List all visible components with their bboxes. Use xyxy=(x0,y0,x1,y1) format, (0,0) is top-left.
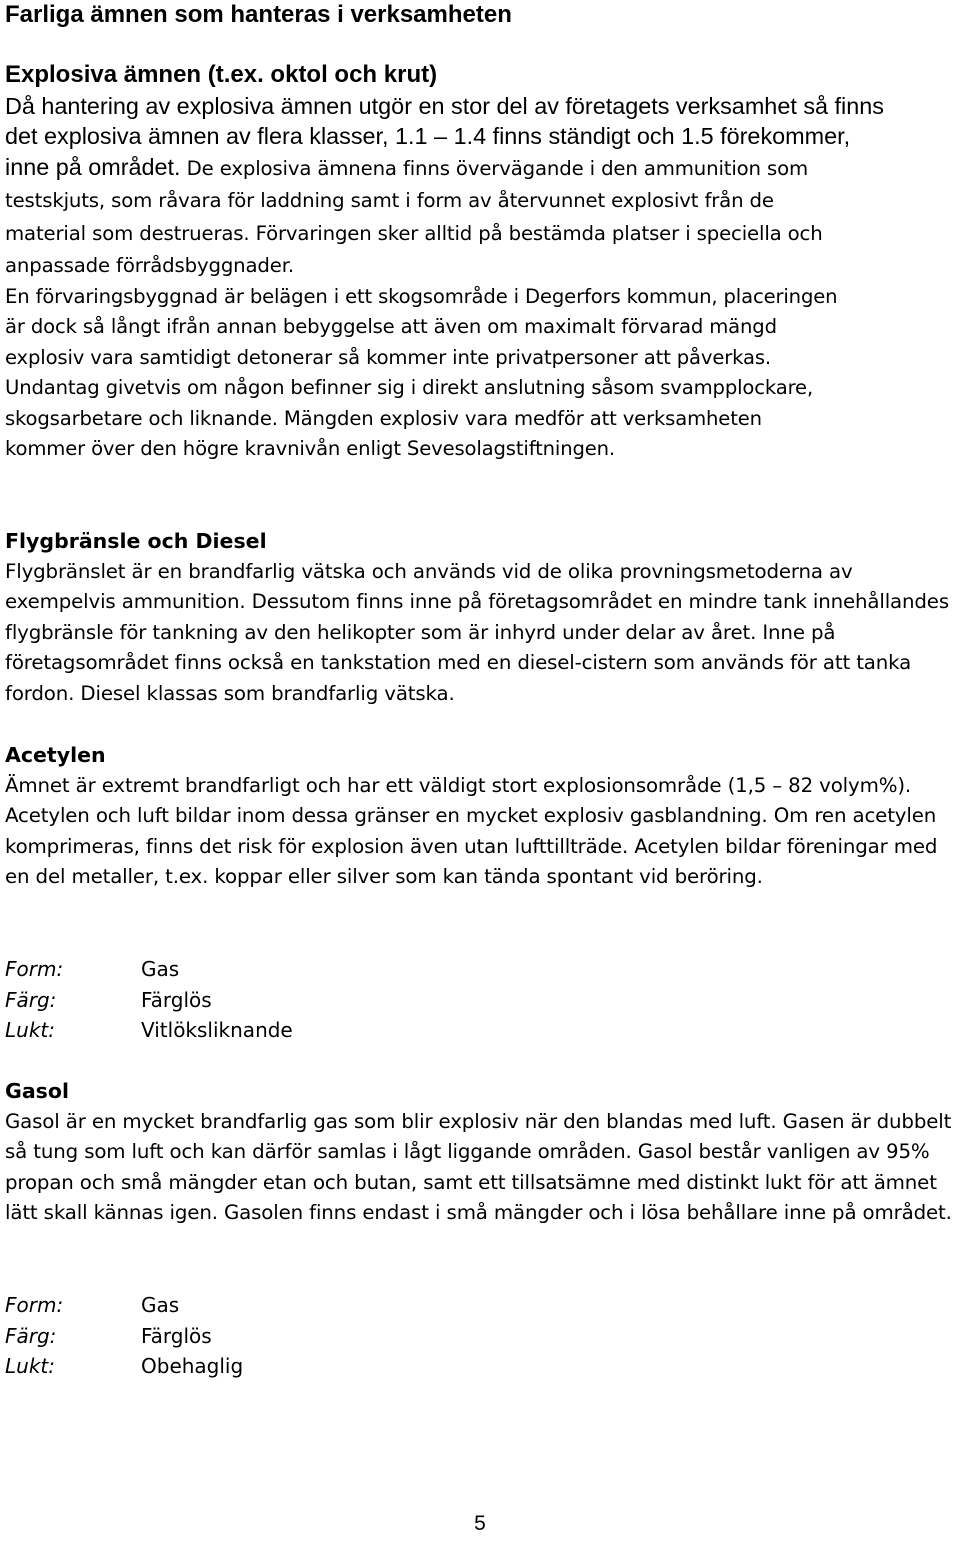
property-value: Färglös xyxy=(141,1323,212,1348)
property-label: Lukt: xyxy=(5,1354,55,1378)
property-label: Lukt: xyxy=(5,1018,55,1042)
paragraph-flygbransle: Flygbränslet är en brandfarlig vätska och används vid de olika provningsmetoderna av exempelvis ammunition. Dessutom finns inne på företagsområdet en mindre tank innehållandes flygbränsle för tankning av den helikopter som är inhyrd under delar av året. Inne på företagsområdet finns också en tankstation med en diesel-cistern som används för att tanka fordon. Diesel klassas som brandfarlig vätska. xyxy=(5,559,949,705)
paragraph-acetylen: Ämnet är extremt brandfarligt och har ett väldigt stort explosionsområde (1,5 – 82 volym%). Acetylen och luft bildar inom dessa gränser en mycket explosiv gasblandning. Om ren acetylen komprimeras, finns det risk för explosion även utan lufttillträde. Acetylen bildar föreningar med en del metaller, t.ex. koppar eller silver som kan tända spontant vid beröring. xyxy=(5,773,938,888)
property-label: Form: xyxy=(5,1293,64,1317)
acetylen-properties xyxy=(5,954,293,1046)
section-explosiva xyxy=(5,60,957,465)
property-label: Form: xyxy=(5,957,64,981)
property-row xyxy=(5,1015,293,1046)
property-value: Färglös xyxy=(141,987,212,1012)
property-value: Vitlöksliknande xyxy=(141,1018,293,1042)
paragraph-explosiva-storage: En förvaringsbyggnad är belägen i ett skogsområde i Degerfors kommun, placeringen är dock så långt ifrån annan bebyggelse att även om maximalt förvarad mängd explosiv vara samtidigt detonerar så kommer inte privatpersoner att påverkas. Undantag givetvis om någon befinner sig i direkt anslutning såsom svampplockare, skogsarbetare och liknande. Mängden explosiv vara medför att verksamheten kommer över den högre kravnivån enligt Sevesolagstiftningen. xyxy=(5,284,838,460)
property-row xyxy=(5,954,293,985)
property-value: Obehaglig xyxy=(141,1354,244,1378)
section-gasol xyxy=(5,1076,957,1229)
property-label: Färg: xyxy=(5,987,57,1012)
property-value: Gas xyxy=(141,1293,180,1317)
property-row xyxy=(5,1290,243,1321)
property-value: Gas xyxy=(141,957,180,981)
gasol-properties xyxy=(5,1290,243,1382)
paragraph-explosiva-intro: Då hantering av explosiva ämnen utgör en stor del av företagets verksamhet så finns det explosiva ämnen av flera klasser, 1.1 – 1.4 finns ständigt och 1.5 förekommer, inne på området. De explosiva ämnena finns övervägande i den ammunition som testskjuts, som råvara för laddning samt i form av återvunnet explosivt från de material som destrueras. Förvaringen sker alltid på bestämda platser i speciella och anpassade förrådsbyggnader. xyxy=(5,92,884,277)
section-title-explosiva: Explosiva ämnen (t.ex. oktol och krut) xyxy=(5,61,438,88)
property-row xyxy=(5,1351,243,1382)
section-title-flygbransle: Flygbränsle och Diesel xyxy=(5,529,267,553)
section-title-gasol: Gasol xyxy=(5,1079,69,1103)
section-acetylen xyxy=(5,740,957,893)
paragraph-gasol: Gasol är en mycket brandfarlig gas som blir explosiv när den blandas med luft. Gasen är dubbelt så tung som luft och kan därför samlas i lågt liggande områden. Gasol består vanligen av 95% propan och små mängder etan och butan, samt ett tillsatsämne med distinkt lukt för att ämnet lätt skall kännas igen. Gasolen finns endast i små mängder och i lösa behållare inne på området. xyxy=(5,1109,952,1224)
page-title: Farliga ämnen som hanteras i verksamheten xyxy=(5,1,512,28)
property-label: Färg: xyxy=(5,1323,57,1348)
page-number: 5 xyxy=(474,1512,486,1535)
section-title-acetylen: Acetylen xyxy=(5,743,106,767)
section-flygbransle xyxy=(5,526,957,709)
property-row xyxy=(5,1321,243,1352)
property-row xyxy=(5,985,293,1016)
